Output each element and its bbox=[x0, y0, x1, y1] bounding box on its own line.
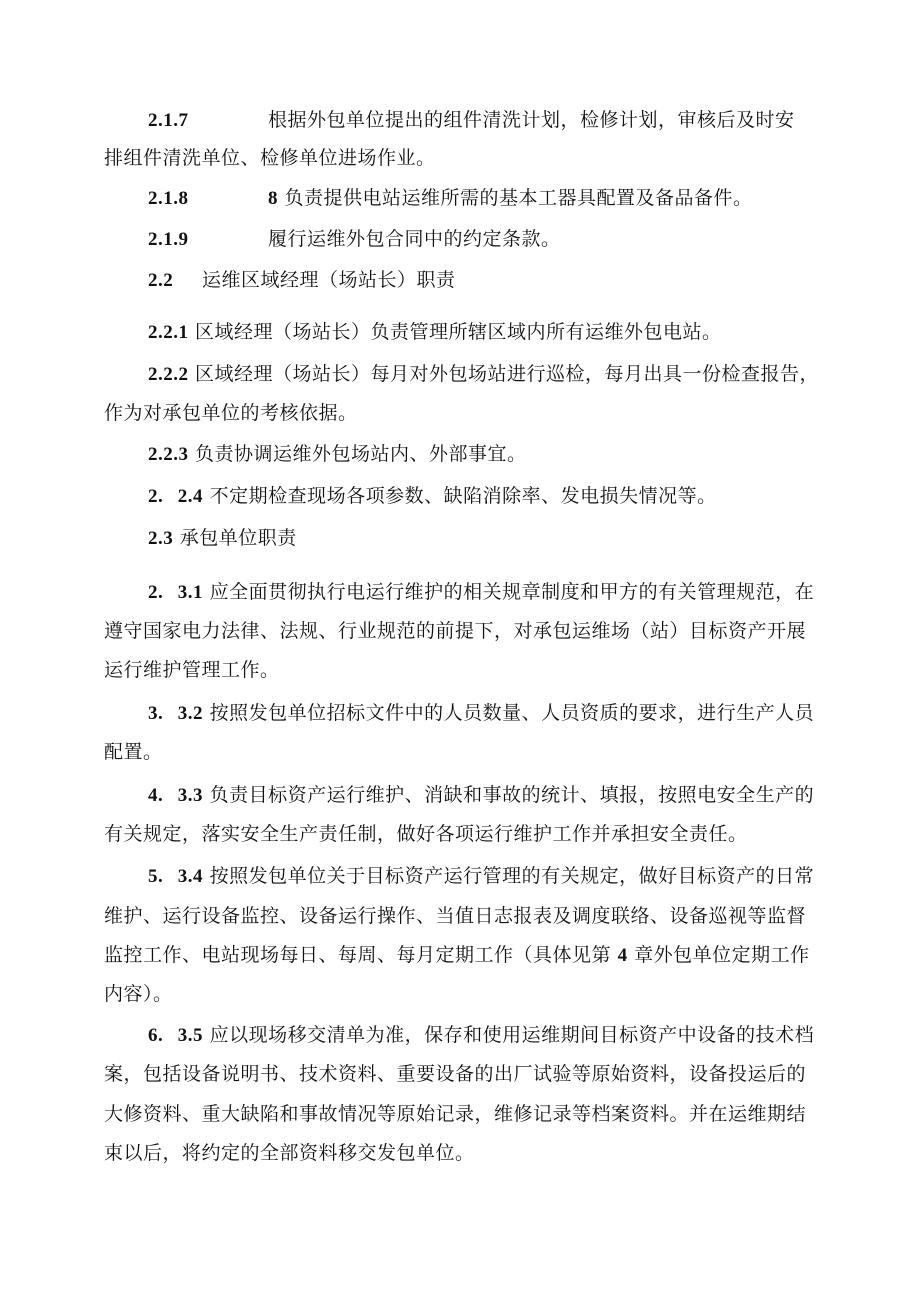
paragraph-text: 区域经理（场站长）负责管理所辖区域内所有运维外包电站。 bbox=[195, 321, 722, 343]
item-subnumber: 2.4 bbox=[177, 486, 204, 507]
item-subnumber: 3.5 bbox=[177, 1025, 204, 1046]
item-subnumber: 3.3 bbox=[177, 785, 204, 806]
paragraph-text: 不定期检查现场各项参数、缺陷消除率、发电损失情况等。 bbox=[209, 485, 717, 507]
item-3-2 bbox=[148, 701, 814, 726]
paragraph-line: 遵守国家电力法律、法规、行业规范的前提下，对承包运维场（站）目标资产开展 bbox=[104, 620, 807, 642]
item-2-2-1 bbox=[148, 320, 722, 345]
paragraph-line: 内容）。 bbox=[104, 983, 173, 1005]
item-number: 5. bbox=[148, 866, 164, 887]
paragraph-text: 负责提供电站运维所需的基本工器具配置及备品备件。 bbox=[284, 187, 753, 209]
item-number: 4. bbox=[148, 785, 164, 806]
item-subnumber: 3.2 bbox=[177, 703, 204, 724]
section-heading: 承包单位职责 bbox=[179, 527, 297, 549]
item-number: 2.2 bbox=[148, 270, 174, 291]
item-number: 2.1.8 bbox=[148, 188, 189, 209]
item-2-2-3 bbox=[148, 442, 527, 467]
inline-number: 4 bbox=[617, 945, 628, 966]
paragraph-line: 有关规定，落实安全生产责任制，做好各项运行维护工作并承担安全责任。 bbox=[104, 823, 748, 845]
item-2-1-8 bbox=[148, 186, 189, 211]
item-subnumber: 3.4 bbox=[177, 866, 204, 887]
paragraph-text: 区域经理（场站长）每月对外包场站进行巡检，每月出具一份检查报告， bbox=[195, 363, 820, 385]
item-3-3 bbox=[148, 783, 814, 808]
item-2-2 bbox=[148, 268, 173, 293]
item-number: 2.1.9 bbox=[148, 229, 189, 250]
paragraph-text: 应以现场移交清单为准，保存和使用运维期间目标资产中设备的技术档 bbox=[209, 1024, 815, 1046]
item-2-3 bbox=[148, 526, 297, 551]
paragraph-text: 负责协调运维外包场站内、外部事宜。 bbox=[195, 443, 527, 465]
item-2-2-2 bbox=[148, 362, 819, 387]
item-2-2-4 bbox=[148, 484, 717, 509]
paragraph-line: 大修资料、重大缺陷和事故情况等原始记录，维修记录等档案资料。并在运维期结 bbox=[104, 1103, 807, 1125]
item-3-5 bbox=[148, 1023, 814, 1048]
paragraph-text: 应全面贯彻执行电运行维护的相关规章制度和甲方的有关管理规范，在 bbox=[209, 581, 815, 603]
paragraph-line: 运行维护管理工作。 bbox=[104, 659, 280, 681]
item-2-1-9 bbox=[148, 227, 189, 252]
paragraph-line bbox=[268, 186, 753, 211]
paragraph-line: 作为对承包单位的考核依据。 bbox=[104, 402, 358, 424]
item-subnumber: 3.1 bbox=[177, 582, 204, 603]
item-number: 2.3 bbox=[148, 528, 174, 549]
item-3-1 bbox=[148, 580, 814, 605]
paragraph-text: 章外包单位定期工作 bbox=[634, 944, 810, 966]
paragraph-text: 监控工作、电站现场每日、每周、每月定期工作（具体见第 bbox=[104, 944, 612, 966]
paragraph-line: 维护、运行设备监控、设备运行操作、当值日志报表及调度联络、设备巡视等监督 bbox=[104, 905, 807, 927]
item-number: 6. bbox=[148, 1025, 164, 1046]
paragraph-line bbox=[104, 943, 810, 968]
paragraph-line: 履行运维外包合同中的约定条款。 bbox=[268, 228, 561, 250]
paragraph-text: 按照发包单位关于目标资产运行管理的有关规定，做好目标资产的日常 bbox=[209, 865, 815, 887]
paragraph-line: 根据外包单位提出的组件清洗计划，检修计划，审核后及时安 bbox=[268, 109, 795, 131]
item-number: 2.2.1 bbox=[148, 322, 189, 343]
item-number: 2. bbox=[148, 582, 164, 603]
paragraph-line: 排组件清洗单位、检修单位进场作业。 bbox=[104, 147, 436, 169]
paragraph-text: 负责目标资产运行维护、消缺和事故的统计、填报，按照电安全生产的 bbox=[209, 784, 815, 806]
inline-number: 8 bbox=[268, 188, 278, 209]
section-heading: 运维区域经理（场站长）职责 bbox=[202, 269, 456, 291]
paragraph-line: 配置。 bbox=[104, 741, 163, 763]
item-number: 2. bbox=[148, 486, 164, 507]
paragraph-text: 按照发包单位招标文件中的人员数量、人员资质的要求，进行生产人员 bbox=[209, 702, 815, 724]
item-number: 3. bbox=[148, 703, 164, 724]
item-number: 2.1.7 bbox=[148, 110, 189, 131]
item-number: 2.2.2 bbox=[148, 364, 189, 385]
paragraph-line: 案，包括设备说明书、技术资料、重要设备的出厂试验等原始资料，设备投运后的 bbox=[104, 1063, 807, 1085]
item-3-4 bbox=[148, 864, 814, 889]
item-number: 2.2.3 bbox=[148, 444, 189, 465]
paragraph-line: 束以后，将约定的全部资料移交发包单位。 bbox=[104, 1142, 475, 1164]
item-2-1-7 bbox=[148, 108, 189, 133]
